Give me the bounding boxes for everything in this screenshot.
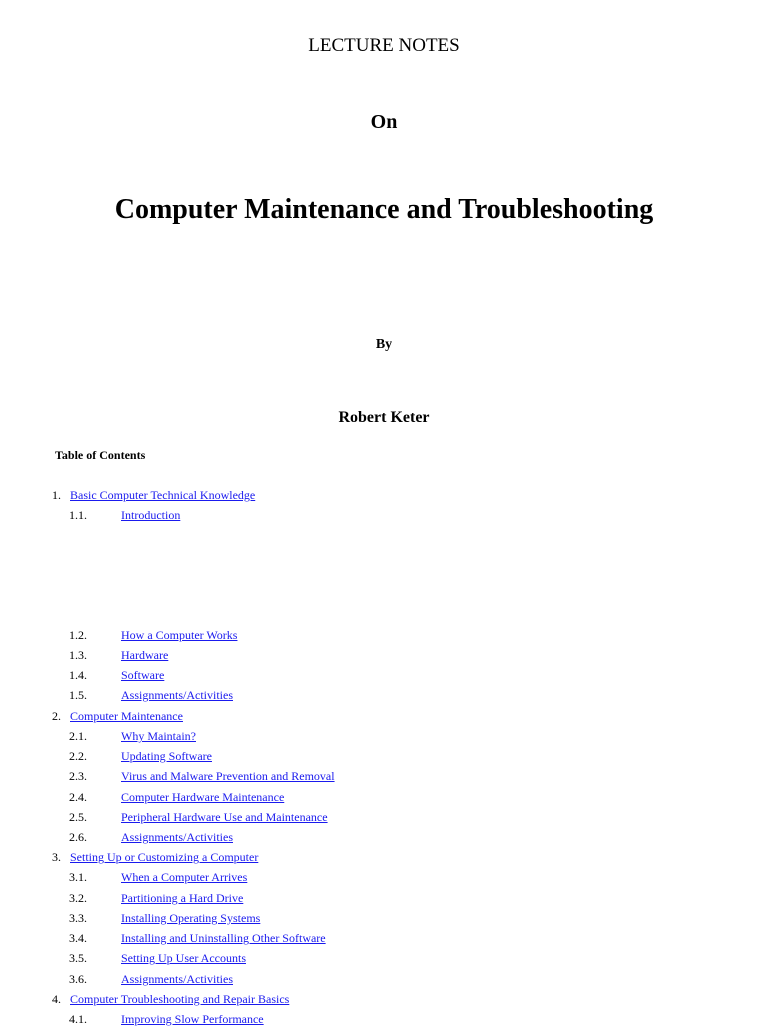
toc-entry-number: 2.4. [69,790,87,804]
toc-entry-number: 3.1. [69,870,87,884]
document-title: Computer Maintenance and Troubleshooting [114,194,654,225]
toc-entry-number: 2.5. [69,810,87,824]
toc-entry-number: 3.5. [69,951,87,965]
toc-link-basic-computer-technical-knowledge[interactable]: Basic Computer Technical Knowledge [70,488,256,502]
toc-entry-number: 1.3. [69,648,87,662]
toc-link-assignments-activities[interactable]: Assignments/Activities [121,688,233,702]
toc-link-assignments-activities[interactable]: Assignments/Activities [121,972,233,986]
toc-entry-number: 3. [52,850,61,864]
toc-link-setting-up-user-accounts[interactable]: Setting Up User Accounts [121,951,246,965]
heading-on: On [370,111,398,133]
toc-link-computer-maintenance[interactable]: Computer Maintenance [70,709,183,723]
toc-entry-number: 4.1. [69,1012,87,1026]
toc-link-when-computer-arrives[interactable]: When a Computer Arrives [121,870,248,884]
author-name: Robert Keter [338,409,430,426]
toc-link-introduction[interactable]: Introduction [121,508,181,522]
toc-link-assignments-activities[interactable]: Assignments/Activities [121,830,233,844]
toc-link-virus-and-malware[interactable]: Virus and Malware Prevention and Removal [121,769,335,783]
toc-entry-number: 2. [52,709,61,723]
toc-link-hardware[interactable]: Hardware [121,648,169,662]
toc-entry-number: 2.6. [69,830,87,844]
toc-entry-number: 3.4. [69,931,87,945]
toc-entry-number: 1.4. [69,668,87,682]
toc-link-software[interactable]: Software [121,668,165,682]
toc-entry-number: 4. [52,992,61,1006]
toc-link-how-a-computer-works[interactable]: How a Computer Works [121,628,238,642]
by-label: By [375,337,393,352]
toc-link-setting-up-computer[interactable]: Setting Up or Customizing a Computer [70,850,259,864]
toc-entry-number: 1.1. [69,508,87,522]
toc-entry-number: 3.3. [69,911,87,925]
toc-link-why-maintain[interactable]: Why Maintain? [121,729,196,743]
toc-link-troubleshooting-repair-basics[interactable]: Computer Troubleshooting and Repair Basics [70,992,290,1006]
toc-entry-number: 2.1. [69,729,87,743]
toc-entry-number: 1.5. [69,688,87,702]
toc-entry-number: 1.2. [69,628,87,642]
toc-entry-number: 3.2. [69,891,87,905]
toc-link-partitioning-hard-drive[interactable]: Partitioning a Hard Drive [121,891,244,905]
heading-lecture-notes: LECTURE NOTES [308,35,460,56]
toc-link-peripheral-hardware[interactable]: Peripheral Hardware Use and Maintenance [121,810,328,824]
toc-link-installing-operating-systems[interactable]: Installing Operating Systems [121,911,261,925]
toc-heading: Table of Contents [55,448,146,462]
toc-entry-number: 3.6. [69,972,87,986]
toc-entry-number: 2.2. [69,749,87,763]
toc-link-updating-software[interactable]: Updating Software [121,749,212,763]
toc-link-improving-slow-performance[interactable]: Improving Slow Performance [121,1012,264,1026]
toc-link-computer-hardware-maintenance[interactable]: Computer Hardware Maintenance [121,790,285,804]
toc-entry-number: 2.3. [69,769,87,783]
toc-link-installing-uninstalling-software[interactable]: Installing and Uninstalling Other Software [121,931,326,945]
toc-entry-number: 1. [52,488,61,502]
